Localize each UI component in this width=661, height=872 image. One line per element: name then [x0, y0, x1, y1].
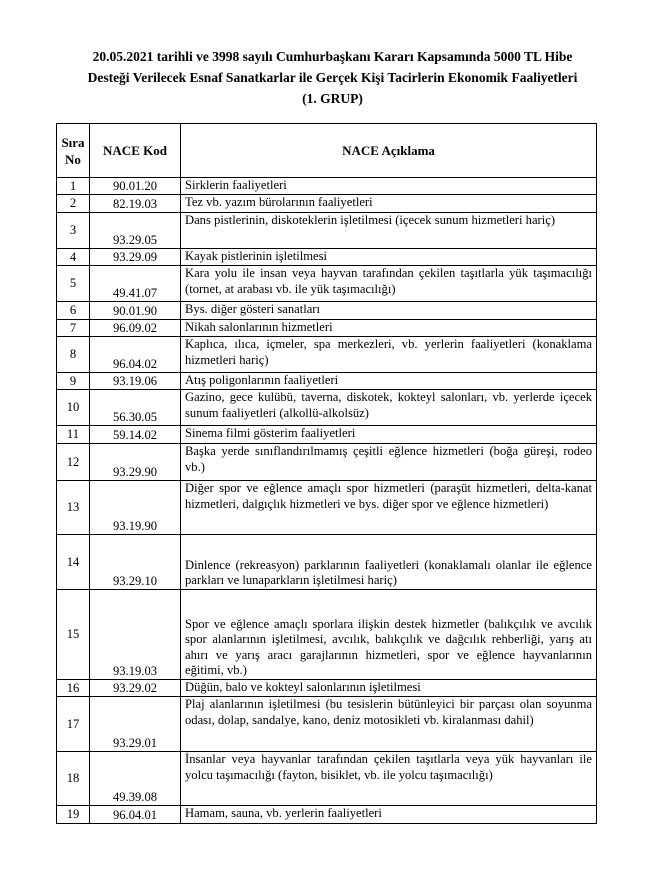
row-no: 5 — [57, 266, 90, 302]
row-no: 14 — [57, 535, 90, 590]
table-row — [57, 444, 597, 481]
row-nace-aciklama: Spor ve eğlence amaçlı sporlara ilişkin destek hizmetler (balıkçılık ve avcılık spor alanlarının işletilmesi, avcılık, balıkçılık ve dağcılık rehberliği, yarış atı ahırı ve yarış aracı garajlarının hizmetleri, spor ve eğlence hayvanlarının eğitimi, vb.) — [181, 590, 597, 680]
row-nace-kod: 93.29.05 — [90, 213, 181, 249]
table-row — [57, 213, 597, 249]
row-no: 6 — [57, 302, 90, 320]
title-line-2: Desteği Verilecek Esnaf Sanatkarlar ile Gerçek Kişi Tacirlerin Ekonomik Faaliyetleri — [87, 70, 578, 85]
row-no: 17 — [57, 697, 90, 752]
table-row — [57, 302, 597, 320]
row-nace-aciklama: Kayak pistlerinin işletilmesi — [181, 249, 597, 266]
table-row — [57, 806, 597, 824]
row-nace-aciklama: Tez vb. yazım bürolarının faaliyetleri — [181, 195, 597, 213]
table-row — [57, 320, 597, 337]
row-no: 2 — [57, 195, 90, 213]
table-header-row — [57, 124, 597, 178]
row-no: 15 — [57, 590, 90, 680]
row-nace-kod: 93.29.02 — [90, 680, 181, 697]
table-row — [57, 195, 597, 213]
row-nace-aciklama: Kara yolu ile insan veya hayvan tarafından çekilen taşıtlarla yük taşımacılığı (tornet, at arabası vb. ile yük taşımacılığı) — [181, 266, 597, 302]
row-no: 16 — [57, 680, 90, 697]
table-row — [57, 680, 597, 697]
row-nace-kod: 93.29.90 — [90, 444, 181, 481]
row-nace-aciklama: İnsanlar veya hayvanlar tarafından çekilen taşıtlarla veya yük hayvanları ile yolcu taşımacılığı (fayton, bisiklet, vb. ile yolcu taşımacılığı) — [181, 752, 597, 806]
row-nace-aciklama: Bys. diğer gösteri sanatları — [181, 302, 597, 320]
row-nace-aciklama: Sinema filmi gösterim faaliyetleri — [181, 426, 597, 444]
row-no: 7 — [57, 320, 90, 337]
row-nace-aciklama: Atış poligonlarının faaliyetleri — [181, 373, 597, 390]
document-title — [40, 46, 625, 109]
row-nace-kod: 93.19.90 — [90, 481, 181, 535]
table-row — [57, 266, 597, 302]
row-nace-aciklama: Dinlence (rekreasyon) parklarının faaliyetleri (konaklamalı olanlar ile eğlence parkları ve lunaparkların işletilmesi hariç) — [181, 535, 597, 590]
row-no: 9 — [57, 373, 90, 390]
row-no: 12 — [57, 444, 90, 481]
row-nace-kod: 93.29.01 — [90, 697, 181, 752]
row-nace-kod: 93.29.09 — [90, 249, 181, 266]
row-no: 8 — [57, 337, 90, 373]
table-row — [57, 373, 597, 390]
row-nace-kod: 82.19.03 — [90, 195, 181, 213]
row-no: 10 — [57, 390, 90, 426]
row-nace-aciklama: Plaj alanlarının işletilmesi (bu tesislerin bütünleyici bir parçası olan soyunma odası, dolap, sandalye, kano, deniz motosikleti vb. kiralanması dahil) — [181, 697, 597, 752]
row-nace-kod: 90.01.90 — [90, 302, 181, 320]
row-no: 11 — [57, 426, 90, 444]
row-no: 19 — [57, 806, 90, 824]
header-nace-kod: NACE Kod — [90, 124, 181, 178]
row-no: 18 — [57, 752, 90, 806]
row-nace-aciklama: Başka yerde sınıflandırılmamış çeşitli eğlence hizmetleri (boğa güreşi, rodeo vb.) — [181, 444, 597, 481]
row-nace-aciklama: Dans pistlerinin, diskoteklerin işletilmesi (içecek sunum hizmetleri hariç) — [181, 213, 597, 249]
row-nace-aciklama: Nikah salonlarının hizmetleri — [181, 320, 597, 337]
row-nace-kod: 93.19.06 — [90, 373, 181, 390]
row-nace-kod: 59.14.02 — [90, 426, 181, 444]
row-nace-kod: 56.30.05 — [90, 390, 181, 426]
row-nace-kod: 90.01.20 — [90, 178, 181, 195]
table-row — [57, 590, 597, 680]
row-nace-kod: 93.19.03 — [90, 590, 181, 680]
row-no: 3 — [57, 213, 90, 249]
table-row — [57, 249, 597, 266]
table-row — [57, 178, 597, 195]
row-nace-kod: 93.29.10 — [90, 535, 181, 590]
table-row — [57, 426, 597, 444]
row-nace-kod: 49.39.08 — [90, 752, 181, 806]
table-row — [57, 535, 597, 590]
table-row — [57, 481, 597, 535]
table-row — [57, 337, 597, 373]
title-line-1: 20.05.2021 tarihli ve 3998 sayılı Cumhurbaşkanı Kararı Kapsamında 5000 TL Hibe — [92, 49, 573, 64]
row-nace-aciklama: Diğer spor ve eğlence amaçlı spor hizmetleri (paraşüt hizmetleri, delta-kanat hizmetleri, dalgıçlık hizmetleri ve bys. diğer spor ve eğlence hizmetleri) — [181, 481, 597, 535]
header-no-label: No — [65, 151, 81, 167]
table-row — [57, 752, 597, 806]
table-row — [57, 390, 597, 426]
header-nace-aciklama: NACE Açıklama — [181, 124, 597, 178]
title-line-3: (1. GRUP) — [302, 91, 363, 106]
row-no: 1 — [57, 178, 90, 195]
row-nace-aciklama: Gazino, gece kulübü, taverna, diskotek, kokteyl salonları, vb. yerlerde içecek sunum faaliyetleri (alkollü-alkolsüz) — [181, 390, 597, 426]
row-nace-aciklama: Sirklerin faaliyetleri — [181, 178, 597, 195]
row-nace-kod: 96.09.02 — [90, 320, 181, 337]
nace-table — [56, 123, 597, 824]
row-nace-kod: 96.04.02 — [90, 337, 181, 373]
row-no: 4 — [57, 249, 90, 266]
header-sira-no — [57, 124, 90, 178]
row-nace-aciklama: Düğün, balo ve kokteyl salonlarının işletilmesi — [181, 680, 597, 697]
row-nace-kod: 49.41.07 — [90, 266, 181, 302]
table-row — [57, 697, 597, 752]
row-no: 13 — [57, 481, 90, 535]
header-sira-label: Sıra — [61, 134, 85, 150]
row-nace-aciklama: Hamam, sauna, vb. yerlerin faaliyetleri — [181, 806, 597, 824]
row-nace-kod: 96.04.01 — [90, 806, 181, 824]
row-nace-aciklama: Kaplıca, ılıca, içmeler, spa merkezleri, vb. yerlerin faaliyetleri (konaklama hizmetleri hariç) — [181, 337, 597, 373]
